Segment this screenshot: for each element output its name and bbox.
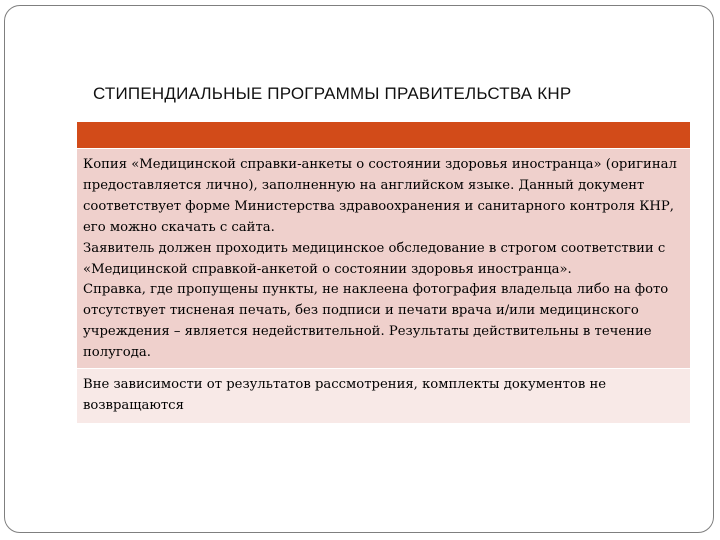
slide-title: СТИПЕНДИАЛЬНЫЕ ПРОГРАММЫ ПРАВИТЕЛЬСТВА КНР xyxy=(93,84,572,103)
table-row xyxy=(77,149,690,369)
row1-paragraph-2: Заявитель должен проходить медицинское обследование в строгом соответствии с «Медицинской справкой-анкетой о состоянии здоровья иностранца». xyxy=(83,240,666,277)
content-table xyxy=(77,122,690,423)
slide-frame xyxy=(4,5,714,533)
row1-paragraph-3: Справка, где пропущены пункты, не наклеена фотография владельца либо на фото отсутствует тисненая печать, без подписи и печати врача и/или медицинского учреждения – является недействительной. Результаты действительны в течение полугода. xyxy=(83,282,669,361)
row2-text: Вне зависимости от результатов рассмотрения, комплекты документов не возвращаются xyxy=(83,377,607,413)
table-header-row xyxy=(77,122,690,149)
row1-paragraph-1: Копия «Медицинской справки-анкеты о состоянии здоровья иностранца» (оригинал предоставляется лично), заполненную на английском языке. Данный документ соответствует форме Министерства здравоохранения и санитарного контроля КНР, его можно скачать с сайта. xyxy=(83,157,677,235)
table-row xyxy=(77,369,690,423)
